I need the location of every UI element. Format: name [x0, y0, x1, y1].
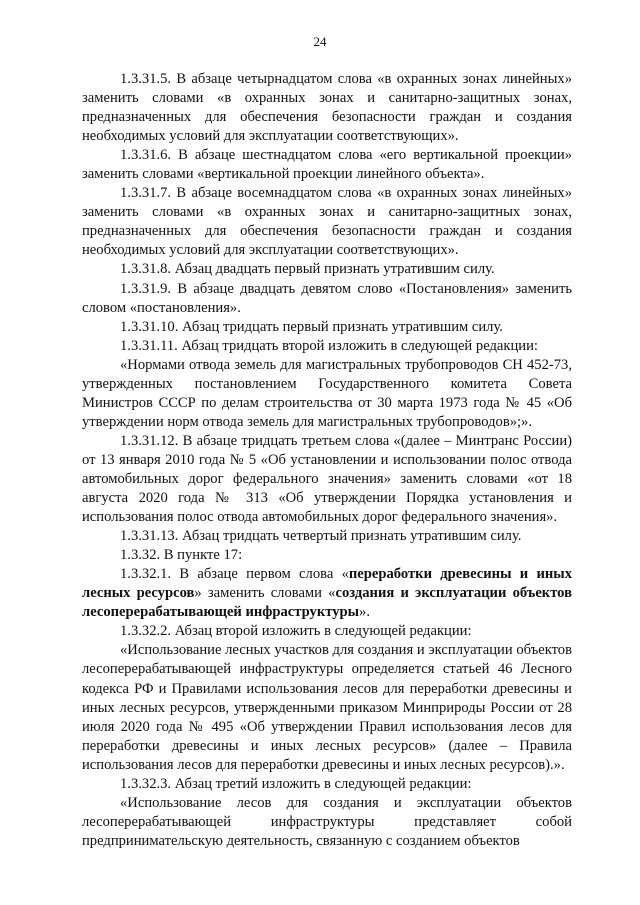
paragraph-1-3-31-7: 1.3.31.7. В абзаце восемнадцатом слова «в охранных зонах линейных» заменить словами «в охранных зонах и санитарно-защитных зонах, предназначенных для обеспечения безопасности граждан и создания необходимых условий для эксплуатации соответствующих». [82, 185, 572, 259]
paragraph-1-3-31-11: 1.3.31.11. Абзац тридцать второй изложить в следующей редакции: [120, 337, 538, 354]
paragraph-1-3-32-3: 1.3.32.3. Абзац третий изложить в следующей редакции: [120, 775, 472, 792]
paragraph-1-3-31-9: 1.3.31.9. В абзаце двадцать девятом слово «Постановления» заменить словом «постановления». [82, 280, 572, 316]
quoted-paragraph-norms: «Нормами отвода земель для магистральных трубопроводов СН 452-73, утвержденных постановлением Государственного комитета Совета Министров СССР по делам строительства от 30 марта 1973 года № 45 «Об утверждении норм отвода земель для магистральных трубопроводов»;». [82, 356, 572, 430]
paragraph-1-3-31-13: 1.3.31.13. Абзац тридцать четвертый признать утратившим силу. [120, 528, 522, 545]
text-run: 1.3.32.1. В абзаце первом слова « [120, 566, 349, 583]
bold-text-run: создания и эксплуатации объектов лесоперерабатывающей инфраструктуры [82, 585, 572, 621]
quoted-paragraph-forest-use: «Использование лесных участков для создания и эксплуатации объектов лесоперерабатывающей инфраструктуры определяется статьей 46 Лесного кодекса РФ и Правилами использования лесов для переработки древесины и иных лесных ресурсов, утвержденными приказом Минприроды России от 28 июля 2020 года № 495 «Об утверждении Правил использования лесов для переработки древесины и иных лесных ресурсов» (далее – Правила использования лесов для переработки древесины и иных лесных ресурсов).». [82, 642, 572, 773]
page-number: 24 [313, 34, 327, 49]
paragraph-1-3-31-5: 1.3.31.5. В абзаце четырнадцатом слова «в охранных зонах линейных» заменить словами «в охранных зонах и санитарно-защитных зонах, предназначенных для обеспечения безопасности граждан и создания необходимых условий для эксплуатации соответствующих». [82, 71, 572, 145]
paragraph-1-3-32-1 [82, 565, 572, 622]
paragraph-1-3-31-10: 1.3.31.10. Абзац тридцать первый признать утратившим силу. [120, 318, 503, 335]
paragraph-1-3-31-8: 1.3.31.8. Абзац двадцать первый признать утратившим силу. [120, 261, 495, 278]
text-run: ». [359, 604, 370, 621]
paragraph-1-3-31-6: 1.3.31.6. В абзаце шестнадцатом слова «его вертикальной проекции» заменить словами «вертикальной проекции линейного объекта». [82, 147, 572, 183]
text-run: » заменить словами « [194, 585, 336, 602]
document-body [82, 70, 572, 851]
paragraph-1-3-31-12: 1.3.31.12. В абзаце тридцать третьем слова «(далее – Минтранс России) от 13 января 2010 года № 5 «Об установлении и использовании полос отвода автомобильных дорог федерального значения» заменить словами «от 18 августа 2020 года № 313 «Об утверждении Порядка установления и использования полос отвода автомобильных дорог федерального значения». [82, 432, 572, 526]
bold-text-run: переработки древесины и иных лесных ресурсов [82, 566, 572, 602]
paragraph-1-3-32: 1.3.32. В пункте 17: [120, 547, 243, 564]
quoted-paragraph-forest-infrastructure: «Использование лесов для создания и эксплуатации объектов лесоперерабатывающей инфраструктуры представляет собой предпринимательскую деятельность, связанную с созданием объектов [82, 794, 572, 849]
paragraph-1-3-32-2: 1.3.32.2. Абзац второй изложить в следующей редакции: [120, 623, 472, 640]
